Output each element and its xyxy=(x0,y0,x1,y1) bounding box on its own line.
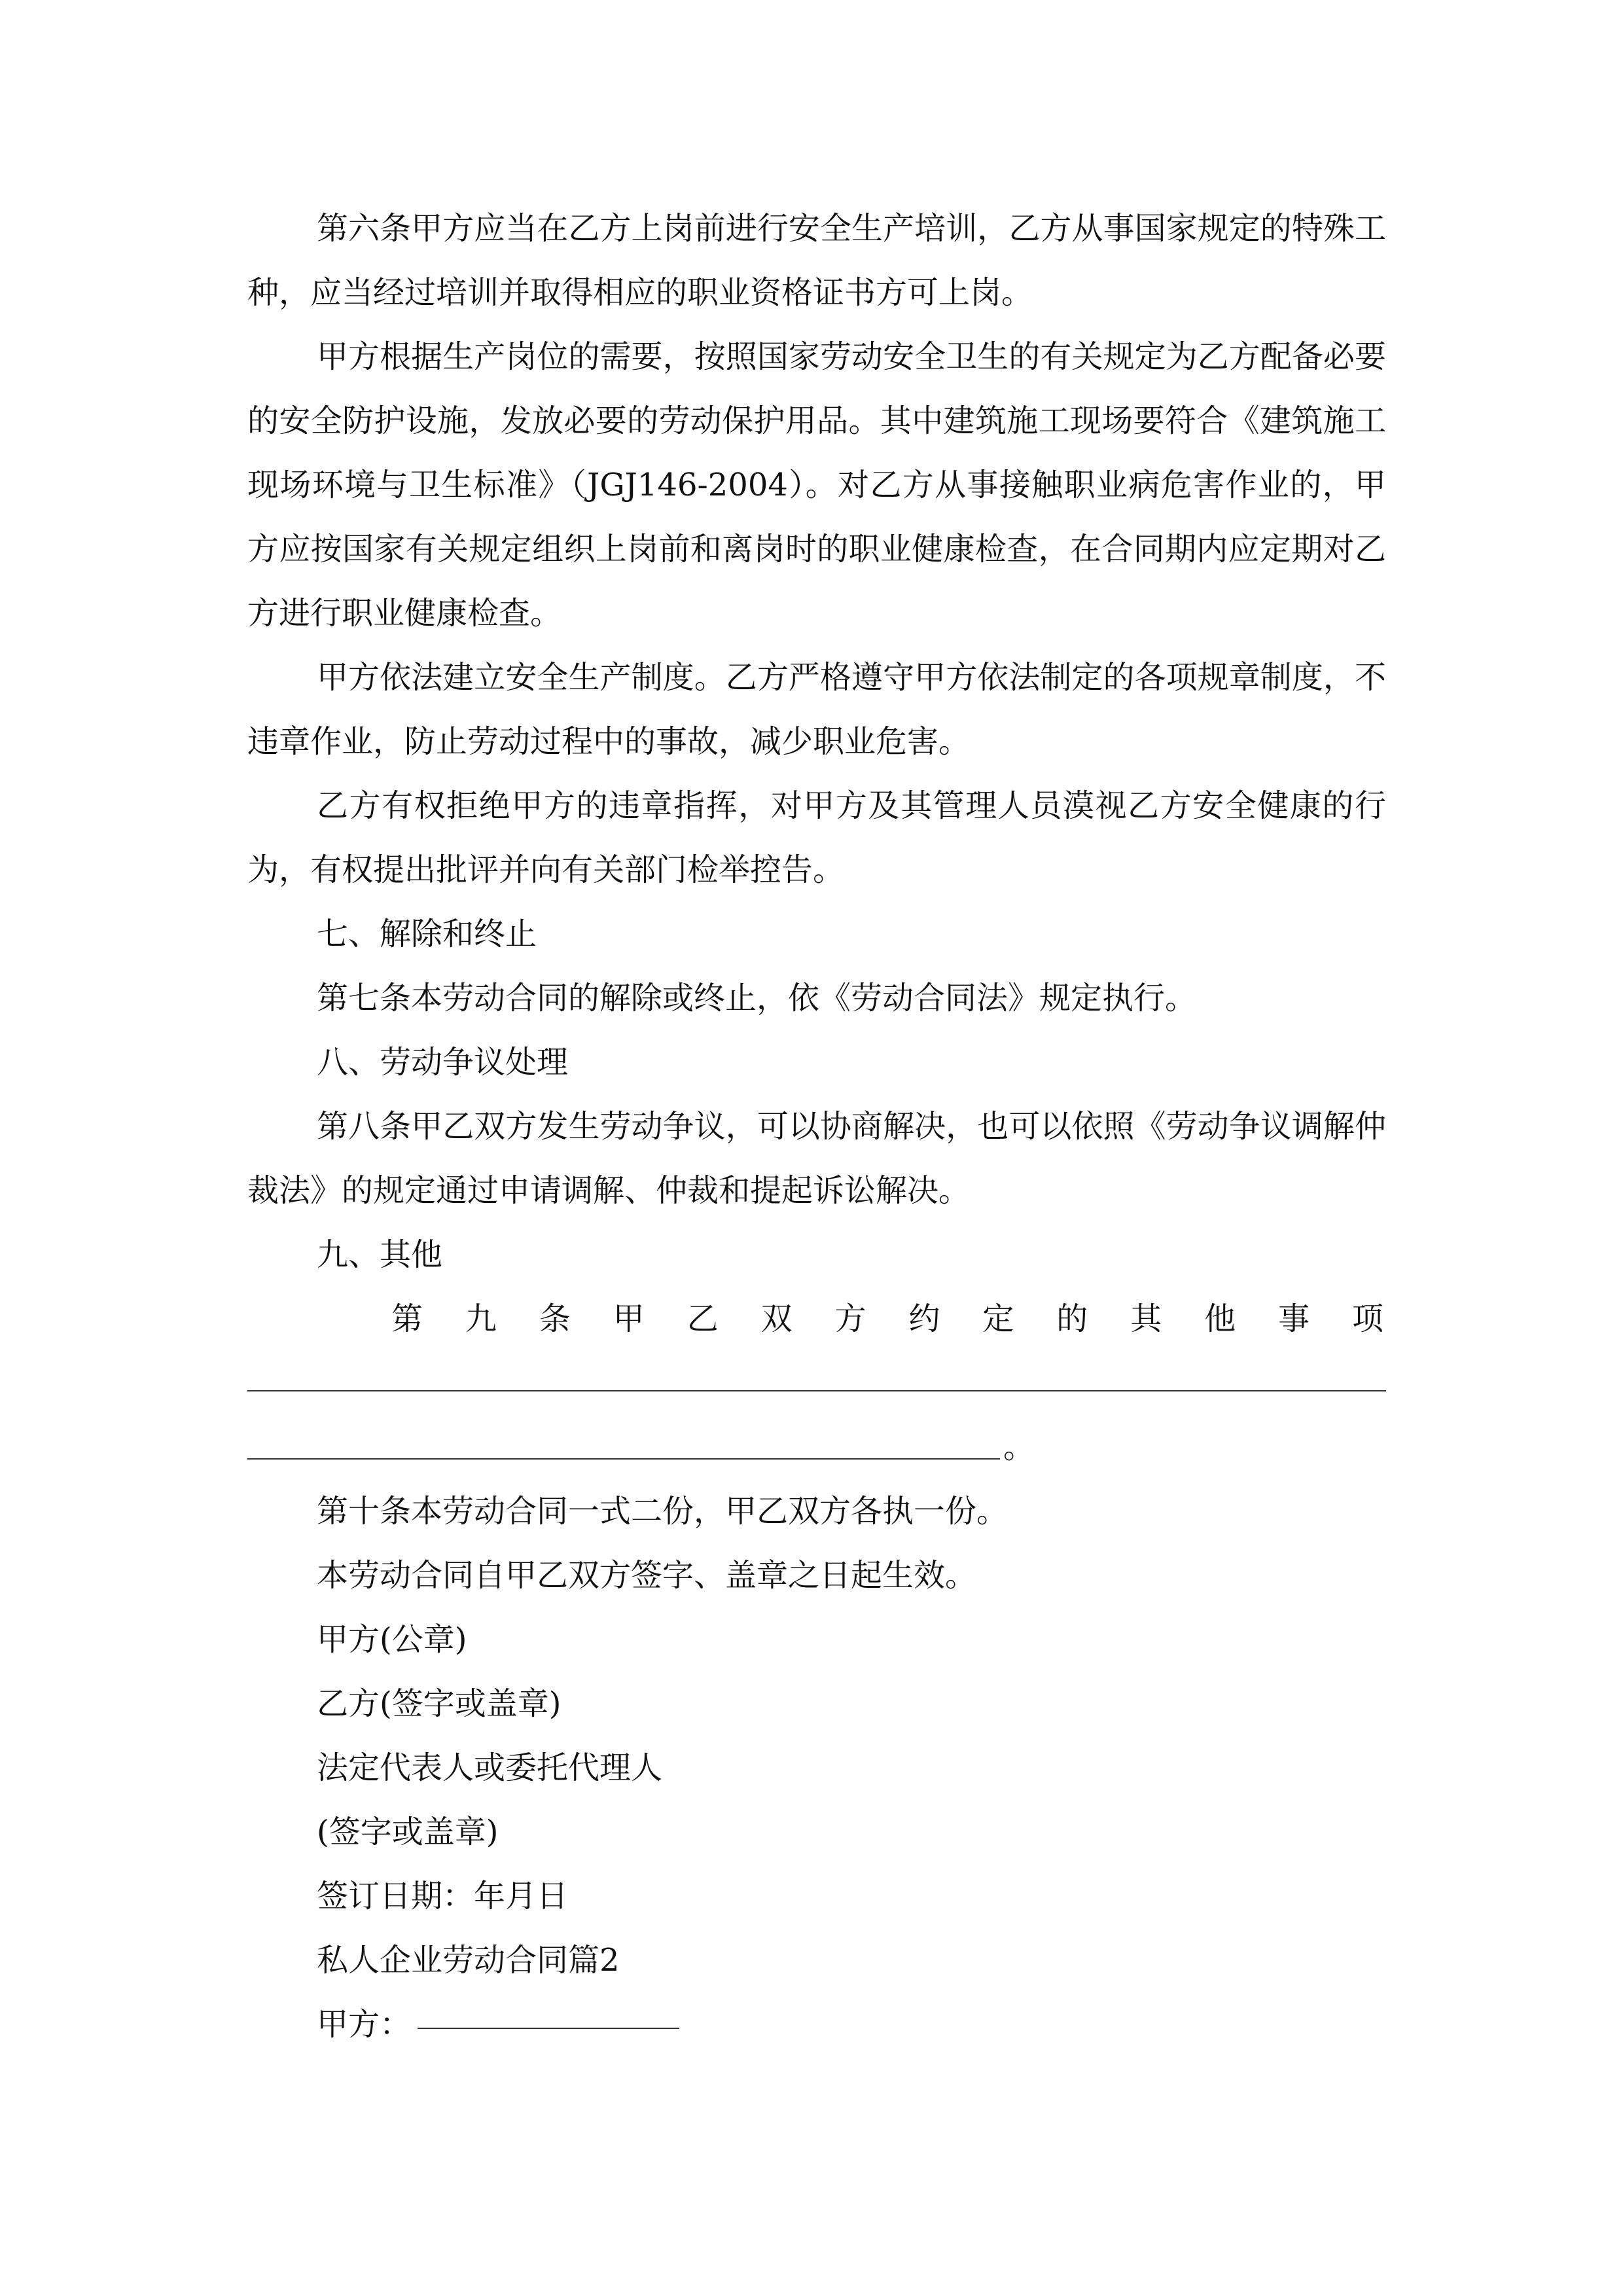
period-mark: 。 xyxy=(1003,1429,1035,1465)
signature-or-seal-line: (签字或盖章) xyxy=(317,1814,499,1850)
article-9-char: 定 xyxy=(982,1300,1014,1337)
section-8-heading: 八、劳动争议处理 xyxy=(317,1044,569,1081)
fill-in-blank-line xyxy=(247,1351,1386,1415)
party-a-seal-line: 甲方(公章) xyxy=(317,1621,467,1658)
safety-system-paragraph: 甲方依法建立安全生产制度。乙方严格遵守甲方依法制定的各项规章制度，不违章作业，防止劳动过程中的事故，减少职业危害。 xyxy=(247,659,1386,760)
article-9-char: 双 xyxy=(760,1300,793,1337)
refusal-right-paragraph: 乙方有权拒绝甲方的违章指挥，对甲方及其管理人员漠视乙方安全健康的行为，有权提出批评并向有关部门检举控告。 xyxy=(247,787,1386,888)
party-a-label: 甲方： xyxy=(317,2006,412,2043)
article-9-char: 乙 xyxy=(687,1300,719,1337)
party-a-blank xyxy=(418,1992,679,2029)
party-a-line xyxy=(247,1992,1386,2056)
section-7-heading: 七、解除和终止 xyxy=(317,916,537,952)
article-9-char: 方 xyxy=(834,1300,866,1337)
document-body xyxy=(247,196,1386,2056)
article-9-char: 条 xyxy=(539,1300,571,1337)
article-9-char: 九 xyxy=(465,1300,497,1337)
article-9-char: 事 xyxy=(1278,1300,1310,1337)
article-9-char: 第 xyxy=(391,1300,423,1337)
article-6-paragraph: 第六条甲方应当在乙方上岗前进行安全生产培训，乙方从事国家规定的特殊工种，应当经过培训并取得相应的职业资格证书方可上岗。 xyxy=(247,210,1386,311)
contract-2-title: 私人企业劳动合同篇2 xyxy=(317,1942,620,1979)
section-9-heading: 九、其他 xyxy=(317,1236,443,1273)
article-9-char: 他 xyxy=(1204,1300,1236,1337)
legal-representative-line: 法定代表人或委托代理人 xyxy=(317,1749,663,1786)
article-9-char: 其 xyxy=(1130,1300,1162,1337)
underline-rule xyxy=(247,1458,1000,1460)
article-9-char: 的 xyxy=(1056,1300,1088,1337)
article-10-line: 第十条本劳动合同一式二份，甲乙双方各执一份。 xyxy=(317,1493,1008,1530)
signing-date-line: 签订日期：年月日 xyxy=(317,1878,569,1914)
article-8-paragraph: 第八条甲乙双方发生劳动争议，可以协商解决，也可以依照《劳动争议调解仲裁法》的规定通过申请调解、仲裁和提起诉讼解决。 xyxy=(247,1108,1386,1209)
article-7-paragraph: 第七条本劳动合同的解除或终止，依《劳动合同法》规定执行。 xyxy=(317,980,1197,1016)
article-9-char: 项 xyxy=(1351,1300,1383,1337)
article-9-line xyxy=(247,1287,1386,1351)
article-9-char: 甲 xyxy=(613,1300,645,1337)
underline-rule xyxy=(247,1390,1386,1391)
safety-equipment-paragraph: 甲方根据生产岗位的需要，按照国家劳动安全卫生的有关规定为乙方配备必要的安全防护设施，发放必要的劳动保护用品。其中建筑施工现场要符合《建筑施工现场环境与卫生标准》（JGJ146-2004）。对乙方从事接触职业病危害作业的，甲方应按国家有关规定组织上岗前和离岗时的职业健康检查，在合同期内应定期对乙方进行职业健康检查。 xyxy=(247,338,1386,632)
party-b-signature-line: 乙方(签字或盖章) xyxy=(317,1685,562,1722)
article-9-char: 约 xyxy=(908,1300,940,1337)
effective-clause-line: 本劳动合同自甲乙双方签字、盖章之日起生效。 xyxy=(317,1557,977,1594)
fill-in-blank-line-end xyxy=(247,1415,1386,1479)
